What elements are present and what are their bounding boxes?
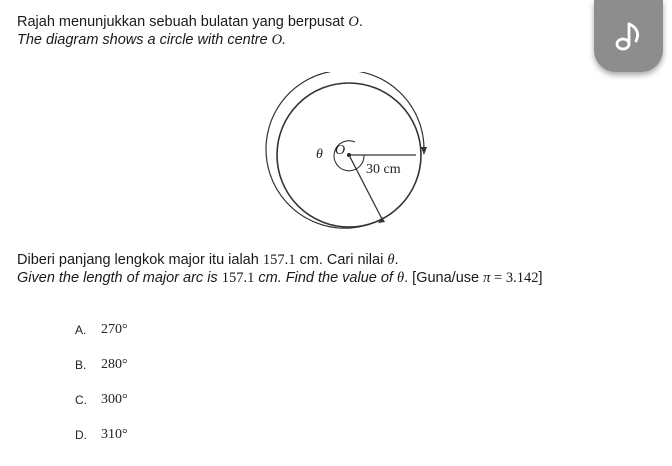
pi-value: = 3.142 xyxy=(490,270,539,286)
punctuation: . xyxy=(282,32,287,48)
arc-arrowhead-end xyxy=(421,147,427,155)
question-line-english-2 xyxy=(17,269,542,287)
question-text: Diberi panjang lengkok major itu ialah xyxy=(17,252,263,268)
question-line-malay-1 xyxy=(17,13,363,31)
question-text: Rajah menunjukkan sebuah bulatan yang berpusat xyxy=(17,14,349,30)
option-a[interactable] xyxy=(75,321,128,339)
circle-diagram xyxy=(258,72,446,240)
option-value: 270° xyxy=(101,322,128,337)
question-text: The diagram shows a circle with centre xyxy=(17,32,272,48)
theta-variable: θ xyxy=(397,270,405,286)
punctuation: ] xyxy=(538,270,543,286)
option-c[interactable] xyxy=(75,391,128,409)
centre-label: O xyxy=(335,143,346,158)
option-letter: A. xyxy=(75,323,87,337)
theta-variable: θ xyxy=(387,252,395,268)
arc-length-value: 157.1 xyxy=(262,252,296,268)
option-letter: B. xyxy=(75,358,87,372)
punctuation: . xyxy=(358,14,363,30)
question-line-malay-2 xyxy=(17,251,398,269)
option-letter: D. xyxy=(75,428,87,442)
question-line-english-1 xyxy=(17,31,286,49)
theta-label: θ xyxy=(316,147,323,162)
centre-variable: O xyxy=(348,14,359,30)
pi-symbol: π xyxy=(483,270,491,286)
option-b[interactable] xyxy=(75,356,128,374)
arc-length-value: 157.1 xyxy=(221,270,255,286)
question-text: Given the length of major arc is xyxy=(17,270,222,286)
punctuation: . xyxy=(394,252,399,268)
radius-label: 30 cm xyxy=(366,162,401,177)
question-text: cm. Cari nilai xyxy=(295,252,388,268)
option-value: 300° xyxy=(101,392,128,407)
music-note-icon xyxy=(614,19,644,53)
option-value: 310° xyxy=(101,427,128,442)
question-text: . [Guna/use xyxy=(404,270,484,286)
centre-variable: O xyxy=(271,32,283,48)
audio-play-button[interactable] xyxy=(594,0,663,72)
option-value: 280° xyxy=(101,357,128,372)
question-text: cm. Find the value of xyxy=(254,270,397,286)
option-letter: C. xyxy=(75,393,87,407)
option-d[interactable] xyxy=(75,426,128,444)
